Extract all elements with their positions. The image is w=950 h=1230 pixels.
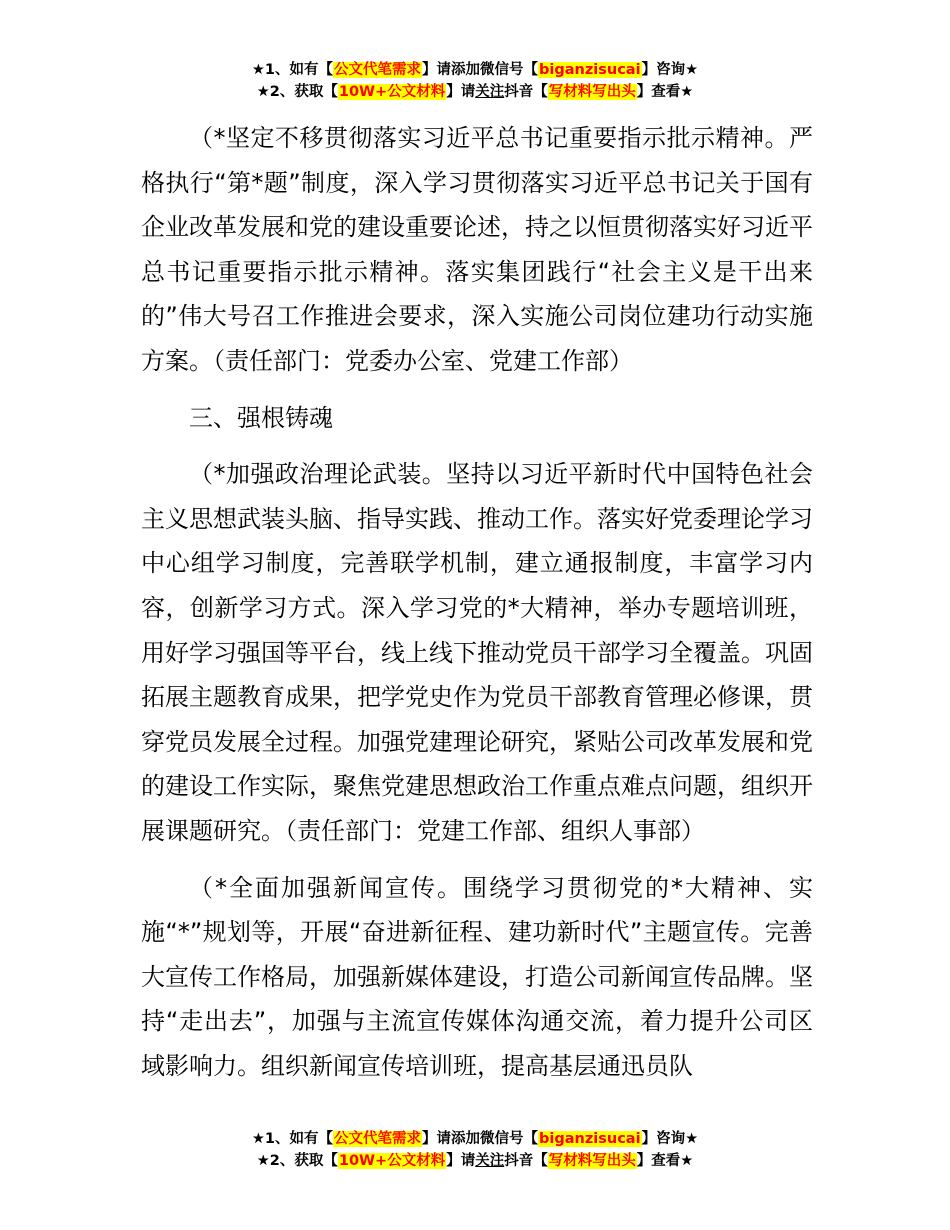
paragraph-news-publicity: （*全面加强新闻宣传。围绕学习贯彻党的*大精神、实施“*”规划等，开展“奋进新征程、建功新时代”主题宣传。完善大宣传工作格局，加强新媒体建设，打造公司新闻宣传品牌。坚持“走出去”，加强与主流宣传媒体沟通交流，着力提升公司区域影响力。组织新闻宣传培训班，提高基层通迅员队 xyxy=(141,873,813,1080)
ghostwriting-highlight: 公文代笔需求 xyxy=(334,1131,422,1147)
douyin-id-highlight: 写材料写出头 xyxy=(548,1153,636,1169)
wechat-id-highlight: biganzisucai xyxy=(539,62,641,78)
ghostwriting-highlight: 公文代笔需求 xyxy=(334,62,422,78)
header-banner xyxy=(0,59,950,103)
banner-line-1: ★1、如有【公文代笔需求】请添加微信号【biganzisucai】咨询★ xyxy=(251,1131,699,1147)
wechat-id-highlight: biganzisucai xyxy=(539,1131,641,1147)
footer-banner xyxy=(0,1128,950,1172)
paragraph-implement-instructions: （*坚定不移贯彻落实习近平总书记重要指示批示精神。严格执行“第*题”制度，深入学习贯彻落实习近平总书记关于国有企业改革发展和党的建设重要论述，持之以恒贯彻落实好习近平总书记重要指示批示精神。落实集团践行“社会主义是干出来的”伟大号召工作推进会要求，深入实施公司岗位建功行动实施方案。（责任部门：党委办公室、党建工作部） xyxy=(141,124,813,375)
section-heading: 三、强根铸魂 xyxy=(189,403,333,432)
document-body xyxy=(141,116,813,1088)
materials-highlight: 10W+公文材料 xyxy=(338,84,446,100)
banner-line-1: ★1、如有【公文代笔需求】请添加微信号【biganzisucai】咨询★ xyxy=(251,62,699,78)
banner-line-2: ★2、获取【10W+公文材料】请关注抖音【写材料写出头】查看★ xyxy=(256,1153,694,1169)
douyin-id-highlight: 写材料写出头 xyxy=(548,84,636,100)
materials-highlight: 10W+公文材料 xyxy=(338,1153,446,1169)
follow-underlined: 关注 xyxy=(475,84,505,100)
follow-underlined: 关注 xyxy=(475,1153,505,1169)
banner-line-2: ★2、获取【10W+公文材料】请关注抖音【写材料写出头】查看★ xyxy=(256,84,694,100)
paragraph-political-theory: （*加强政治理论武装。坚持以习近平新时代中国特色社会主义思想武装头脑、指导实践、推动工作。落实好党委理论学习中心组学习制度，完善联学机制，建立通报制度，丰富学习内容，创新学习方式。深入学习党的*大精神，举办专题培训班，用好学习强国等平台，线上线下推动党员干部学习全覆盖。巩固拓展主题教育成果，把学党史作为党员干部教育管理必修课，贯穿党员发展全过程。加强党建理论研究，紧贴公司改革发展和党的建设工作实际，聚焦党建思想政治工作重点难点问题，组织开展课题研究。（责任部门：党建工作部、组织人事部） xyxy=(141,460,813,845)
